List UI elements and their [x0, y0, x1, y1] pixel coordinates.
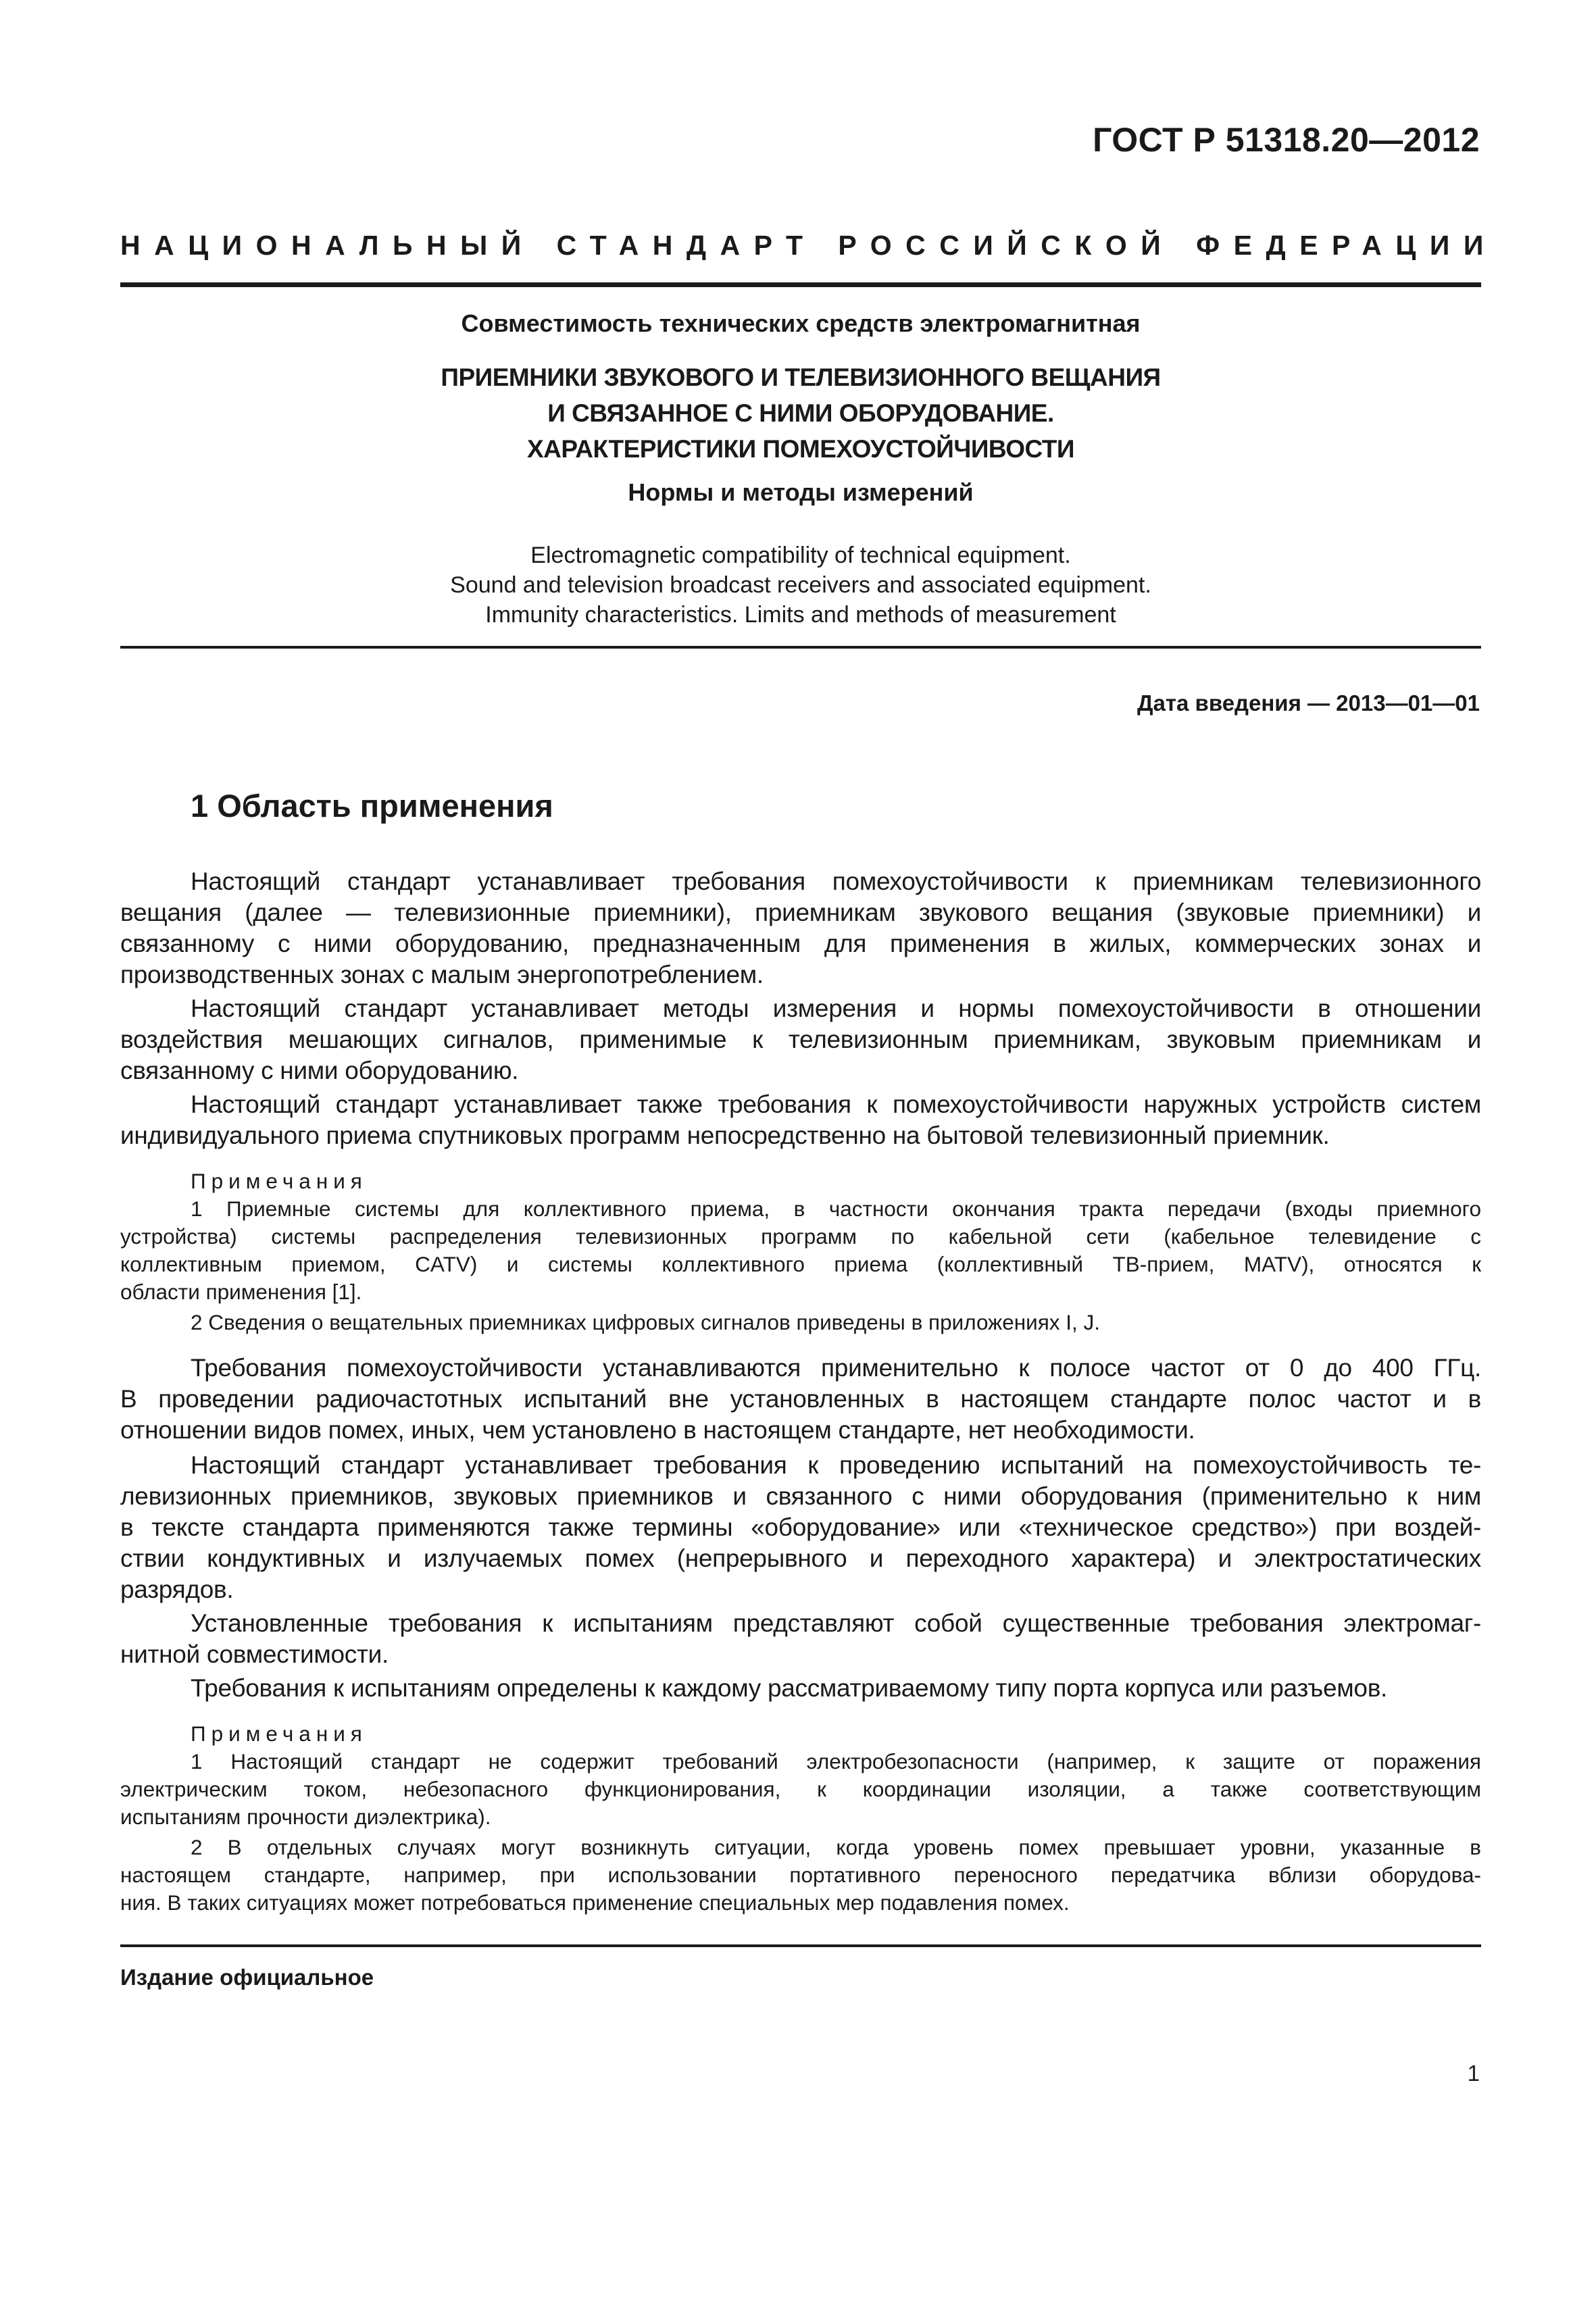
text-line: Требования помехоустойчивости устанавливаются применительно к полосе частот от 0 до 400 ГГц.	[191, 1354, 1481, 1382]
english-title-line: Sound and television broadcast receivers and associated equipment.	[450, 572, 1151, 598]
title-line: ХАРАКТЕРИСТИКИ ПОМЕХОУСТОЙЧИВОСТИ	[526, 435, 1075, 463]
text-line: Настоящий стандарт устанавливает также требования к помехоустойчивости наружных устройств систем	[191, 1090, 1481, 1118]
note-line: устройства) системы распределения телевизионных программ по кабельной сети (кабельное телевидение с	[120, 1224, 1481, 1249]
norms-subtitle: Нормы и методы измерений	[628, 478, 974, 506]
note-line: испытаниям прочности диэлектрика).	[120, 1805, 491, 1829]
text-line: воздействия мешающих сигналов, применимые к телевизионным приемникам, звуковым приемникам и	[120, 1026, 1481, 1053]
text-line: Установленные требования к испытаниям представляют собой существенные требования электромаг-	[191, 1609, 1481, 1637]
introduction-date: Дата введения — 2013—01—01	[1137, 690, 1480, 715]
note-line: области применения [1].	[120, 1280, 362, 1304]
english-title	[120, 540, 1481, 630]
note-line: ния. В таких ситуациях может потребоваться применение специальных мер подавления помех.	[120, 1890, 1070, 1915]
notes-label: Примечания	[191, 1169, 368, 1193]
text-line: индивидуального приема спутниковых программ непосредственно на бытовой телевизионный приемник.	[120, 1122, 1330, 1149]
note-line: электрическим током, небезопасного функционирования, к координации изоляции, а также соответствующим	[120, 1777, 1481, 1801]
text-line: связанному с ними оборудованию, предназначенным для применения в жилых, коммерческих зонах и	[120, 930, 1481, 957]
title-line: ПРИЕМНИКИ ЗВУКОВОГО И ТЕЛЕВИЗИОННОГО ВЕЩАНИЯ	[441, 363, 1161, 391]
main-title	[120, 359, 1481, 467]
note-line: 2 В отдельных случаях могут возникнуть ситуации, когда уровень помех превышает уровни, указанные в	[191, 1835, 1481, 1859]
text-line: ствии кондуктивных и излучаемых помех (непрерывного и переходного характера) и электростатических	[120, 1544, 1481, 1572]
english-title-line: Immunity characteristics. Limits and methods of measurement	[485, 602, 1116, 628]
official-edition-label: Издание официальное	[120, 1965, 374, 1990]
note-line: 2 Сведения о вещательных приемниках цифровых сигналов приведены в приложениях I, J.	[191, 1310, 1101, 1334]
top-rule	[120, 282, 1481, 287]
note-line: настоящем стандарте, например, при использовании портативного переносного передатчика вблизи оборудова-	[120, 1863, 1481, 1887]
text-line: Настоящий стандарт устанавливает методы измерения и нормы помехоустойчивости в отношении	[191, 995, 1481, 1022]
text-line: отношении видов помех, иных, чем установлено в настоящем стандарте, нет необходимости.	[120, 1416, 1195, 1444]
text-line: в тексте стандарта применяются также термины «оборудование» или «техническое средство») при воздей-	[120, 1513, 1481, 1541]
note-line: коллективным приемом, CATV) и системы коллективного приема (коллективный ТВ-прием, MATV), относятся к	[120, 1252, 1481, 1276]
note-line: 1 Настоящий стандарт не содержит требований электробезопасности (например, к защите от поражения	[191, 1749, 1481, 1774]
notes-label: Примечания	[191, 1721, 368, 1746]
text-line: разрядов.	[120, 1576, 234, 1603]
english-title-line: Electromagnetic compatibility of technical equipment.	[530, 543, 1071, 568]
title-rule	[120, 646, 1481, 649]
section-heading: 1 Область применения	[191, 788, 553, 824]
text-line: Настоящий стандарт устанавливает требования помехоустойчивости к приемникам телевизионного	[191, 867, 1481, 895]
text-line: нитной совместимости.	[120, 1640, 389, 1668]
national-standard-title: НАЦИОНАЛЬНЫЙ СТАНДАРТ РОССИЙСКОЙ ФЕДЕРАЦИИ	[120, 230, 1497, 261]
text-line: левизионных приемников, звуковых приемников и связанного с ними оборудования (применительно к ним	[120, 1482, 1481, 1510]
subject-line: Совместимость технических средств электромагнитная	[461, 309, 1141, 337]
note-line: 1 Приемные системы для коллективного приема, в частности окончания тракта передачи (входы приемного	[191, 1197, 1481, 1221]
footer-rule	[120, 1944, 1481, 1947]
text-line: Настоящий стандарт устанавливает требования к проведению испытаний на помехоустойчивость те-	[191, 1451, 1481, 1479]
page-number: 1	[1467, 2061, 1480, 2086]
text-line: вещания (далее — телевизионные приемники), приемникам звукового вещания (звуковые приемники) и	[120, 899, 1481, 926]
text-line: связанному с ними оборудованию.	[120, 1057, 519, 1084]
title-line: И СВЯЗАННОЕ С НИМИ ОБОРУДОВАНИЕ.	[547, 399, 1054, 427]
text-line: Требования к испытаниям определены к каждому рассматриваемому типу порта корпуса или разъемов.	[191, 1674, 1388, 1702]
text-line: В проведении радиочастотных испытаний вне установленных в настоящем стандарте полос частот и в	[120, 1385, 1481, 1413]
text-line: производственных зонах с малым энергопотреблением.	[120, 961, 764, 988]
document-number: ГОСТ Р 51318.20—2012	[1093, 121, 1480, 159]
